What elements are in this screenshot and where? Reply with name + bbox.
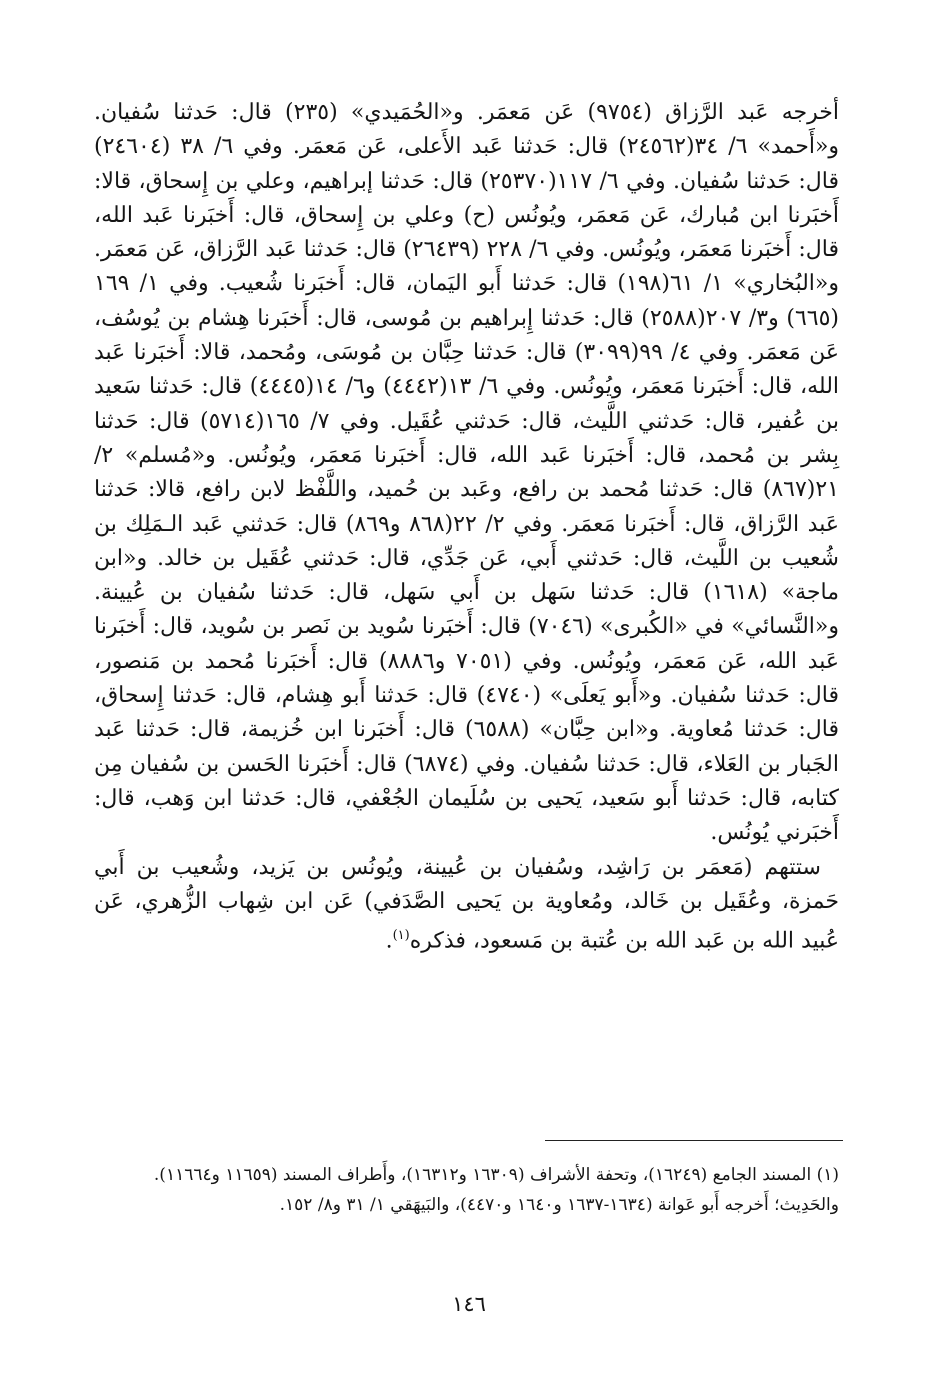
isnad-summary-text: ستتهم (مَعمَر بن رَاشِد، وسُفيان بن عُيينة، ويُونُس بن يَزيد، وشُعيب بن أَبي حَمزة، وعُقَيل بن خَالد، ومُعاوية بن يَحيى الصَّدَفي) عَن ابن شِهاب الزُّهري، عَن عُبيد الله بن عَبد الله بن عُتبة بن مَسعود، فذكره bbox=[94, 854, 839, 954]
isnad-summary-paragraph bbox=[94, 851, 839, 959]
footnote-1: (١) المسند الجامع (١٦٢٤٩)، وتحفة الأشراف (١٦٣٠٩ و١٦٣١٢)، وأَطراف المسند (١١٦٥٩ و١١٦٦٤). bbox=[153, 1165, 839, 1185]
paragraph-end-mark: . bbox=[385, 928, 393, 954]
footnotes bbox=[94, 1160, 839, 1220]
footnote-marker: (١) bbox=[392, 928, 410, 944]
takhrij-paragraph: أخرجه عَبد الرَّزاق (٩٧٥٤) عَن مَعمَر. و«الحُمَيدي» (٢٣٥) قال: حَدثنا سُفيان. و«أَحمد» ٦/ ٣٤(٢٤٥٦٢) قال: حَدثنا عَبد الأَعلى، عَن مَعمَر. وفي ٦/ ٣٨ (٢٤٦٠٤) قال: حَدثنا سُفيان. وفي ٦/ ١١٧(٢٥٣٧٠) قال: حَدثنا إبراهيم، وعلي بن إِسحاق، قالا: أَخبَرنا ابن مُبارك، عَن مَعمَر، ويُونُس (ح) وعلي بن إِسحاق، قال: أَخبَرنا عَبد الله، قال: أَخبَرنا مَعمَر، ويُونُس. وفي ٦/ ٢٢٨ (٢٦٤٣٩) قال: حَدثنا عَبد الرَّزاق، عَن مَعمَر. و«البُخاري» ١/ ٦١(١٩٨) قال: حَدثنا أَبو اليَمان، قال: أَخبَرنا شُعيب. وفي ١/ ١٦٩ (٦٦٥) و٣/ ٢٠٧(٢٥٨٨) قال: حَدثنا إِبراهيم بن مُوسى، قال: أَخبَرنا هِشام بن يُوسُف، عَن مَعمَر. وفي ٤/ ٩٩(٣٠٩٩) قال: حَدثنا حِبَّان بن مُوسَى، ومُحمد، قالا: أَخبَرنا عَبد الله، قال: أَخبَرنا مَعمَر، ويُونُس. وفي ٦/ ١٣(٤٤٤٢) و٦/ ١٤(٤٤٤٥) قال: حَدثنا سَعيد بن عُفير، قال: حَدثني اللَّيث، قال: حَدثني عُقَيل. وفي ٧/ ١٦٥(٥٧١٤) قال: حَدثنا بِشر بن مُحمد، قال: أَخبَرنا عَبد الله، قال: أَخبَرنا مَعمَر، ويُونُس. و«مُسلم» ٢/ ٢١(٨٦٧) قال: حَدثنا مُحمد بن رافع، وعَبد بن حُميد، واللَّفْظ لابن رافع، قالا: حَدثنا عَبد الرَّزاق، قال: أَخبَرنا مَعمَر. وفي ٢/ ٢٢(٨٦٨ و٨٦٩) قال: حَدثني عَبد الـمَلِك بن شُعيب بن اللَّيث، قال: حَدثني أَبي، عَن جَدِّي، قال: حَدثني عُقَيل بن خالد. و«ابن ماجة» (١٦١٨) قال: حَدثنا سَهل بن أَبي سَهل، قال: حَدثنا سُفيان بن عُيينة. و«النَّسائي» في «الكُبرى» (٧٠٤٦) قال: أَخبَرنا سُويد بن نَصر بن سُويد، قال: أَخبَرنا عَبد الله، عَن مَعمَر، ويُونُس. وفي (٧٠٥١ و٨٨٨٦) قال: أَخبَرنا مُحمد بن مَنصور، قال: حَدثنا سُفيان. و«أَبو يَعلَى» (٤٧٤٠) قال: حَدثنا أَبو هِشام، قال: حَدثنا إِسحاق، قال: حَدثنا مُعاوية. و«ابن حِبَّان» (٦٥٨٨) قال: أَخبَرنا ابن خُزيمة، قال: حَدثنا عَبد الجَبار بن العَلاء، قال: حَدثنا سُفيان. وفي (٦٨٧٤) قال: أَخبَرنا الحَسن بن سُفيان مِن كتابه، قال: حَدثنا أَبو سَعيد، يَحيى بن سُلَيمان الجُعْفي، قال: حَدثنا ابن وَهب، قال: أَخبَرني يُونُس. bbox=[94, 100, 840, 846]
page-number: ١٤٦ bbox=[452, 1292, 486, 1316]
footnote-separator bbox=[545, 1140, 843, 1141]
footnote-2: والحَدِيث؛ أَخرجه أَبو عَوانة (١٦٣٤-١٦٣٧ و١٦٤٠ و٤٤٧٠)، والبَيهَقي ١/ ٣١ و٨/ ١٥٢. bbox=[279, 1195, 839, 1215]
main-text bbox=[94, 96, 839, 959]
